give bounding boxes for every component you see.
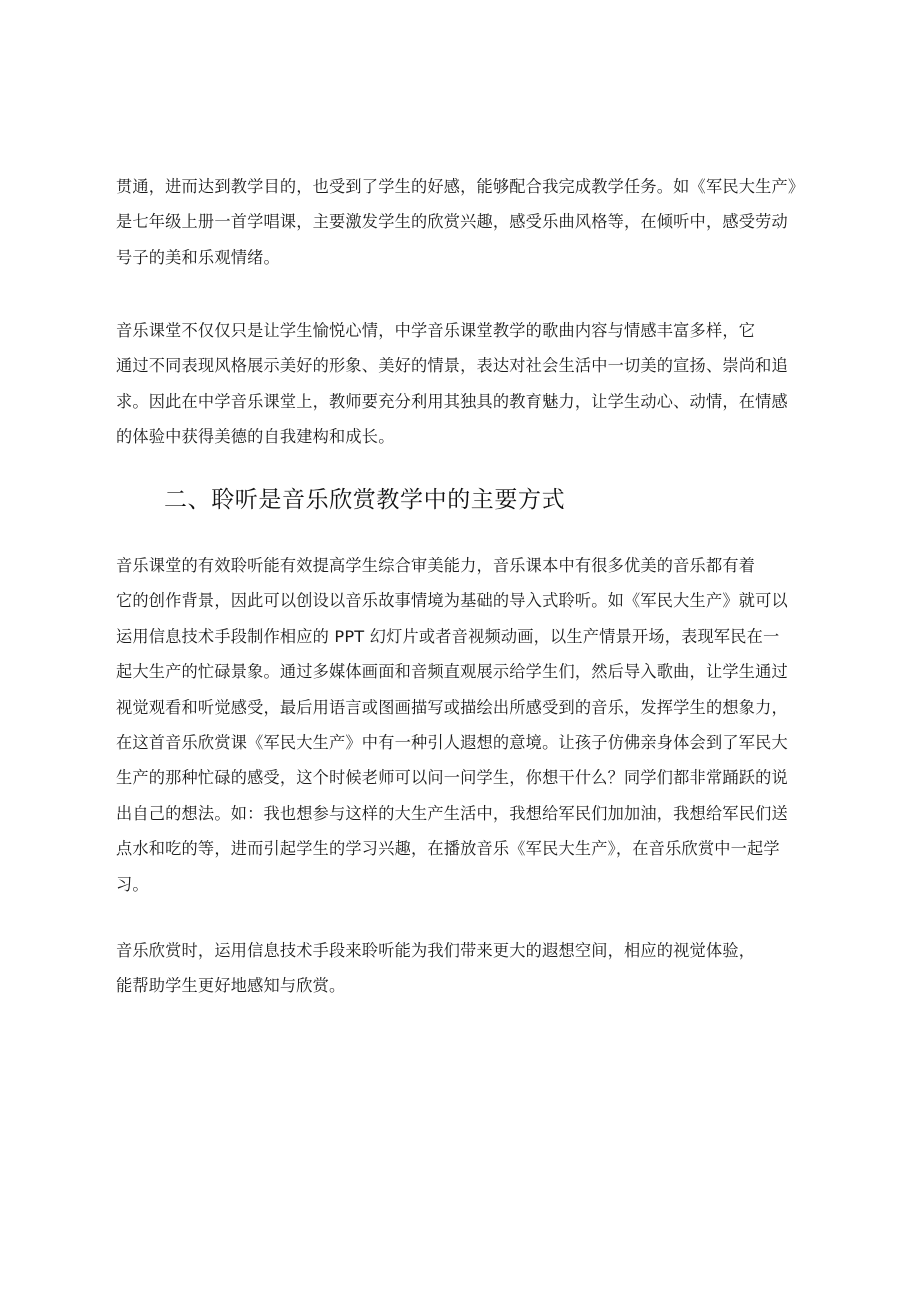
paragraph-4: 音乐欣赏时，运用信息技术手段来聆听能为我们带来更大的遐想空间，相应的视觉体验， 能帮助学生更好地感知与欣赏。 [116, 941, 756, 996]
paragraph-3: 音乐课堂的有效聆听能有效提高学生综合审美能力，音乐课本中有很多优美的音乐都有着 它的创作背景，因此可以创设以音乐故事情境为基础的导入式聆听。如《军民大生产》就可以 运用信息技术手段制作相应的 PPT 幻灯片或者音视频动画，以生产情景开场，表现军民在一 起大生产的忙碌景象。通过多媒体画面和音频直观展示给学生们，然后导入歌曲，让学生通过 视觉观看和听觉感受，最后用语言或图画描写或描绘出所感受到的音乐，发挥学生的想象力， 在这首音乐欣赏课《军民大生产》中有一种引人遐想的意境。让孩子仿佛亲身体会到了军民大 生产的那种忙碌的感受，这个时候老师可以问一问学生，你想干什么？同学们都非常踊跃的说 出自己的想法。如：我也想参与这样的大生产生活中，我想给军民们加加油，我想给军民们送 点水和吃的等，进而引起学生的学习兴趣，在播放音乐《军民大生产》，在音乐欣赏中一起学 习。 [116, 556, 788, 894]
paragraph-2: 音乐课堂不仅仅只是让学生愉悦心情，中学音乐课堂教学的歌曲内容与情感丰富多样，它 通过不同表现风格展示美好的形象、美好的情景，表达对社会生活中一切美的宣扬、崇尚和追 求。因此在中学音乐课堂上，教师要充分利用其独具的教育魅力，让学生动心、动情，在情感 的体验中获得美德的自我建构和成长。 [116, 321, 788, 447]
section-heading: 二、聆听是音乐欣赏教学中的主要方式 [164, 487, 566, 513]
paragraph-1: 贯通，进而达到教学目的，也受到了学生的好感，能够配合我完成教学任务。如《军民大生产》 是七年级上册一首学唱课，主要激发学生的欣赏兴趣，感受乐曲风格等，在倾听中，感受劳动 号子的美和乐观情绪。 [116, 177, 805, 267]
